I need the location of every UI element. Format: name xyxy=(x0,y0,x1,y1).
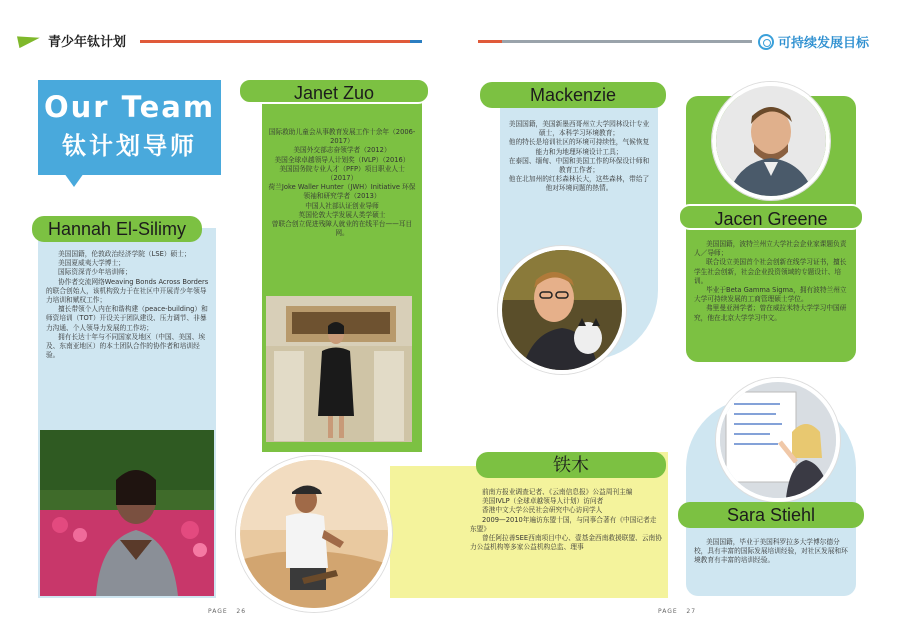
bio-line: 美国全球卓越领导人计划奖（IVLP）（2016） xyxy=(274,155,410,164)
sara-bio xyxy=(694,538,852,566)
tiemu-photo xyxy=(236,456,392,612)
jacen-photo xyxy=(712,82,830,200)
page-label: PAGE xyxy=(208,608,228,615)
janet-name: Janet Zuo xyxy=(238,78,430,104)
bio-line: 2009—2010年遍访东盟十国，与同事合著有《中国记者走东盟》 xyxy=(470,515,657,533)
bio-line: 协作者交流网络Weaving Bonds Across Borders的联合创始人，该机构致力于在社区中开展青少年领导力培训和赋权工作； xyxy=(46,277,209,305)
tiemu-bio xyxy=(470,488,662,552)
bio-line: 曾任阿拉善SEE西南项目中心、壹基金西南救援联盟、云南协力公益机构等多家公益机构总监、理事 xyxy=(470,534,662,552)
bio-line: 中国人社部认证创业导师 xyxy=(305,201,379,210)
bio-line: 美国国籍，美国新墨西哥州立大学园林设计专业硕士，本科学习环境教育； xyxy=(508,120,650,138)
bio-line: 擅长带领个人内在和谐构建（peace-building）和师资培训（TOT）开设关于团队建设、压力调节、非暴力沟通、个人领导力发展的工作坊； xyxy=(46,305,208,332)
bio-line: 美国国籍，毕业于美国科罗拉多大学博尔德分校，具有丰富的国际发展培训经验，对社区发展和环境教育有丰富的培训经验。 xyxy=(694,538,848,565)
page-num: 27 xyxy=(686,608,697,615)
hannah-photo xyxy=(40,430,214,596)
our-team-banner xyxy=(38,80,221,175)
header-right-title: 可持续发展目标 xyxy=(778,36,870,51)
bio-line: 美国国籍，伦敦政治经济学院（LSE）硕士； xyxy=(58,250,191,258)
mackenzie-photo xyxy=(498,246,626,374)
bio-line: 美国夏威夷大学博士； xyxy=(58,259,125,268)
header-left-title: 青少年钛计划 xyxy=(48,34,127,50)
page-label: PAGE xyxy=(658,608,678,615)
un-emblem-icon xyxy=(758,34,774,50)
bio-line: 他的特长是培训社区的环境可持续性，气候恢复能力和为地理环境设计工具； xyxy=(508,138,650,156)
janet-bio xyxy=(266,128,418,238)
page-number-right xyxy=(658,608,696,615)
bio-line: 美国IVLP（全球卓越领导人计划）访问者 xyxy=(482,497,604,506)
our-team-subtitle: 钛计划导师 xyxy=(62,132,197,160)
bio-line: 在泰国、缅甸、中国和美国工作的环保设计师和教育工作者； xyxy=(508,156,650,175)
bio-line: 美国外交部志奋领学者（2012） xyxy=(293,146,391,155)
bio-line: 曾联合创立促进残障人就业的在线平台——耳目网。 xyxy=(271,220,413,238)
page-num: 26 xyxy=(236,608,247,615)
header-rule-blue xyxy=(410,40,422,43)
header-rule-red-right xyxy=(478,40,502,43)
bio-line: 美国国籍，波特兰州立大学社会企业家课题负责人／导师； xyxy=(694,240,847,258)
janet-photo xyxy=(266,296,412,442)
bio-line: 荷兰Joke Waller Hunter（JWH）Initiative 环保领袖和研究学者（2013） xyxy=(268,183,416,201)
bio-line: 香港中文大学公民社会研究中心访问学人 xyxy=(482,506,603,515)
header-left xyxy=(18,30,126,50)
tiemu-name: 铁木 xyxy=(476,452,666,478)
page-number-left xyxy=(208,608,246,615)
bio-line: 他在北加州的红杉森林长大，这些森林，带给了他对环境问题的热情。 xyxy=(508,175,650,193)
jacen-bio xyxy=(694,240,850,323)
header-rule-grey xyxy=(502,40,752,43)
mackenzie-bio xyxy=(508,120,650,194)
bio-line: 美国国务院专业人才（PFP）项目职业人士（2017） xyxy=(279,164,405,183)
hannah-name: Hannah El-Silimy xyxy=(32,216,202,242)
bio-line: 国际救助儿童会从事教育发展工作十余年（2006-2017） xyxy=(268,128,416,146)
sara-name: Sara Stiehl xyxy=(678,502,864,528)
bio-line: 国际资深青少年培训师； xyxy=(58,268,132,277)
sara-photo xyxy=(716,378,840,502)
header-rule-red xyxy=(140,40,410,43)
jacen-name: Jacen Greene xyxy=(678,204,864,230)
bio-line: 弗里曼亚洲学者；曾在威拉米特大学学习中国研究，他在北京大学学习中文。 xyxy=(694,304,847,322)
bio-line: 毕业于Beta Gamma Sigma，拥有波特兰州立大学可持续发展的工商管理硕士学位。 xyxy=(694,286,847,304)
hannah-bio xyxy=(46,250,210,360)
bio-line: 前南方报业调查记者、《云南信息报》公益周刊主编 xyxy=(482,488,633,496)
header-right xyxy=(758,32,869,51)
logo-icon xyxy=(18,33,44,47)
mackenzie-name: Mackenzie xyxy=(480,82,666,108)
bio-line: 拥有长达十年与不同国家及地区（中国、美国、埃及、东南亚地区）的本土团队合作的协作者和培训经验。 xyxy=(46,332,206,360)
our-team-title: Our Team xyxy=(43,90,216,124)
bio-line: 联合设立美国首个社会创新在线学习证书，擅长学生社会创新，社会企业投资领域的专题设计、培训。 xyxy=(694,258,847,285)
bio-line: 英国伦敦大学发展人类学硕士 xyxy=(298,210,386,219)
banner-tail xyxy=(64,173,84,187)
